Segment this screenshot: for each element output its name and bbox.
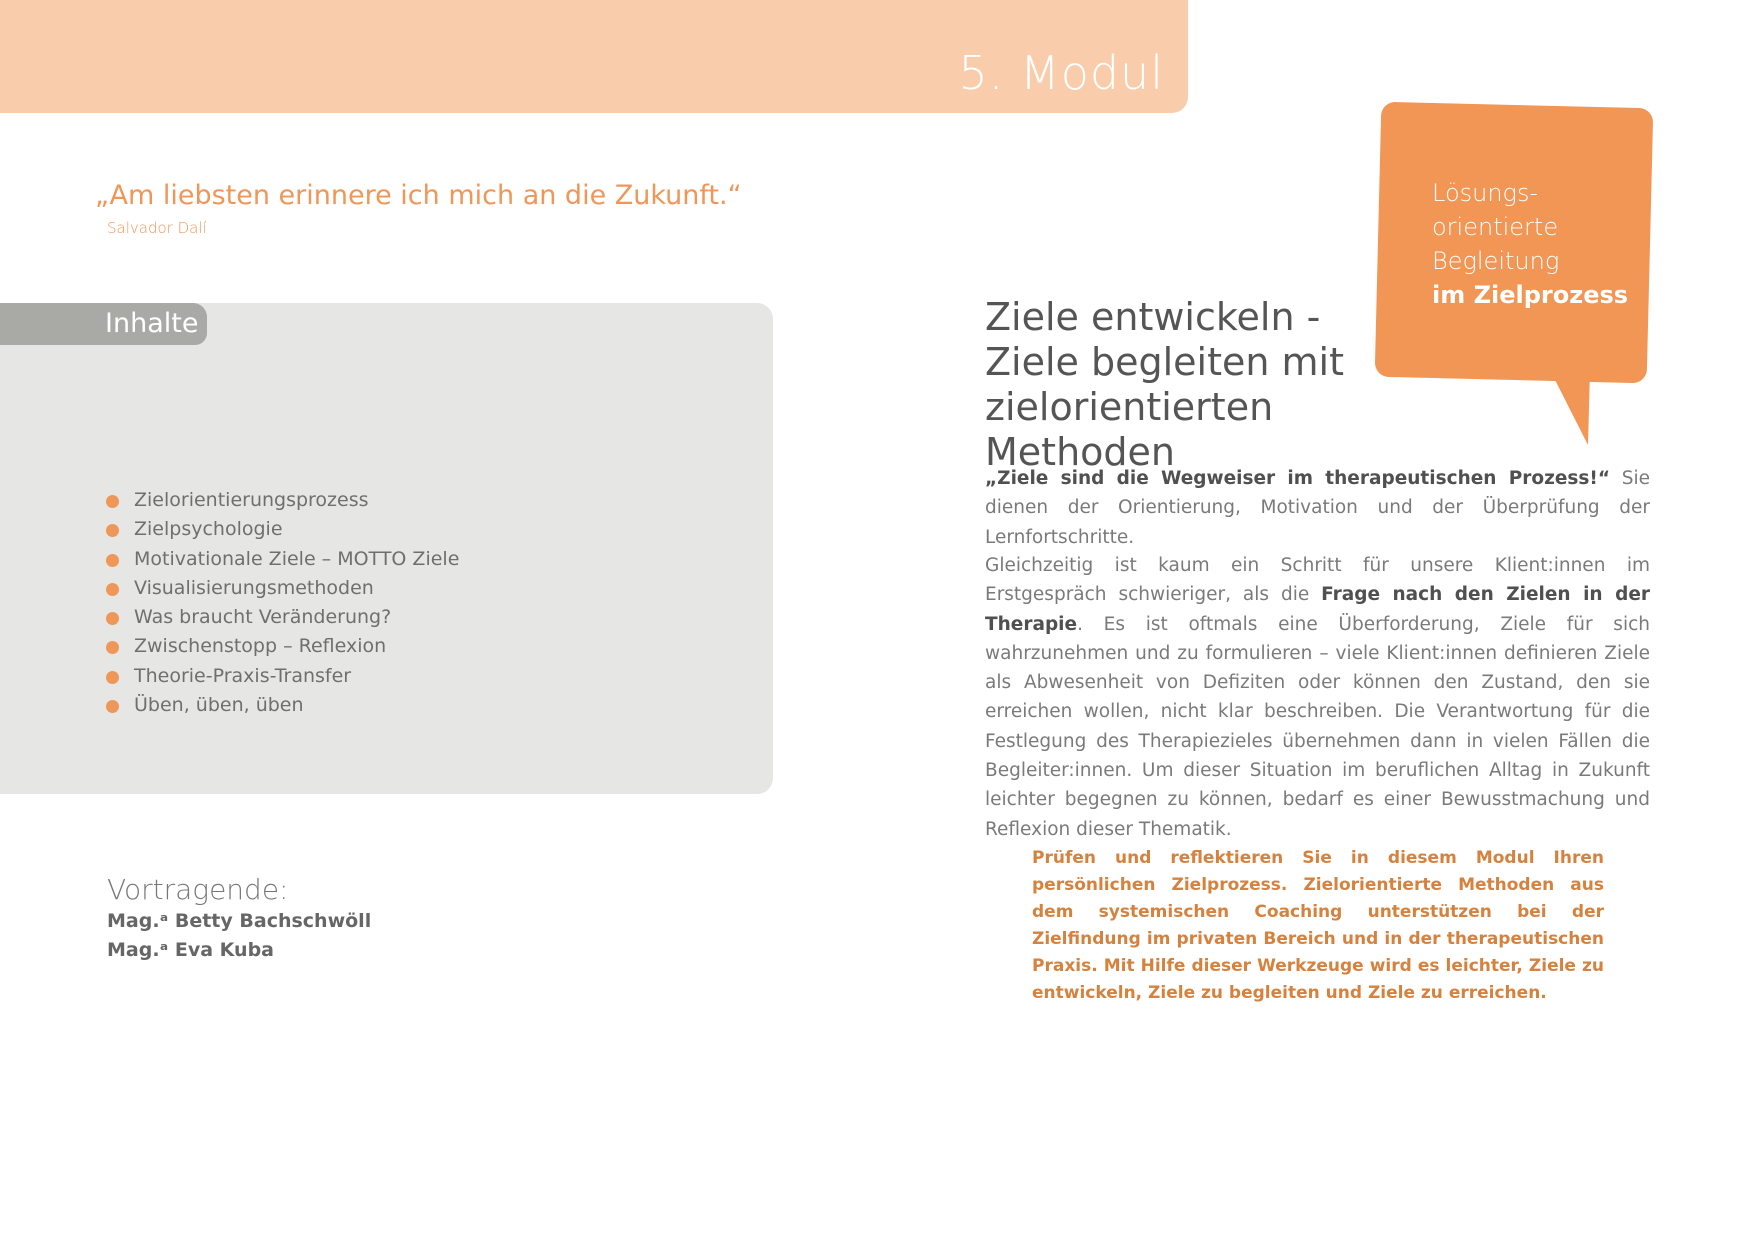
bubble-line: orientierte bbox=[1432, 213, 1559, 241]
list-item bbox=[106, 515, 459, 544]
module-title: 5. Modul bbox=[958, 46, 1164, 100]
headline bbox=[985, 295, 1445, 475]
body-part1: Gleichzeitig ist kaum ein Schritt für unsere Klient:innen im Erstgespräch schwieriger, als die bbox=[985, 555, 1650, 606]
headline-line: Ziele begleiten mit bbox=[985, 340, 1345, 384]
topics-list bbox=[106, 486, 459, 720]
bubble-line: Lösungs- bbox=[1432, 179, 1539, 207]
list-item bbox=[106, 486, 459, 515]
bullet-icon bbox=[106, 524, 119, 537]
speaker-name: Mag.ᵃ Betty Bachschwöll bbox=[107, 910, 372, 932]
quote-text: „Am liebsten erinnere ich mich an die Zukunft.“ bbox=[95, 180, 742, 211]
quote-author: Salvador Dalí bbox=[107, 219, 207, 237]
speech-bubble-tail bbox=[1550, 370, 1600, 445]
list-item bbox=[106, 662, 459, 691]
bullet-icon bbox=[106, 641, 119, 654]
topic-label: Was braucht Veränderung? bbox=[134, 606, 392, 629]
list-item bbox=[106, 632, 459, 661]
bullet-icon bbox=[106, 495, 119, 508]
topic-label: Zwischenstopp – Reflexion bbox=[134, 635, 387, 658]
speech-bubble-text bbox=[1432, 176, 1652, 312]
bullet-icon bbox=[106, 612, 119, 625]
topic-label: Visualisierungsmethoden bbox=[134, 576, 374, 599]
header-band bbox=[0, 0, 1188, 113]
body-bold: Frage nach den Zielen in der Therapie bbox=[985, 584, 1650, 635]
body-paragraph bbox=[985, 551, 1650, 844]
bullet-icon bbox=[106, 554, 119, 567]
list-item bbox=[106, 574, 459, 603]
headline-line: zielorientierten Methoden bbox=[985, 385, 1274, 474]
intro-rest: Sie dienen der Orientierung, Motivation und der Überprüfung der Lernfortschritte. bbox=[985, 468, 1650, 548]
highlight-paragraph: Prüfen und reflektieren Sie in diesem Modul Ihren persönlichen Zielprozess. Zielorientierte Methoden aus dem systemischen Coaching unterstützen bei der Zielfindung im privaten Bereich und in der therapeutischen Praxis. Mit Hilfe dieser Werkzeuge wird es leichter, Ziele zu entwickeln, Ziele zu begleiten und Ziele zu erreichen. bbox=[1032, 848, 1604, 1003]
intro-paragraph bbox=[985, 464, 1650, 552]
speakers-label: Vortragende: bbox=[107, 873, 289, 906]
topic-label: Motivationale Ziele – MOTTO Ziele bbox=[134, 547, 460, 570]
body-part2: . Es ist oftmals eine Überforderung, Ziele für sich wahrzunehmen und zu formulieren – viele Klient:innen definieren Ziele als Abwesenheit von Defiziten oder können den Zustand, den sie erreichen wollen, nicht klar beschreiben. Die Verantwortung für die Festlegung des Therapiezieles übernehmen dann in vielen Fällen die Begleiter:innen. Um dieser Situation im beruflichen Alltag in Zukunft leichter begegnen zu können, bedarf es einer Bewusstmachung und Reflexion dieser Thematik. bbox=[985, 613, 1650, 840]
bullet-icon bbox=[106, 700, 119, 713]
list-item bbox=[106, 603, 459, 632]
list-item bbox=[106, 691, 459, 720]
bubble-highlight: im Zielprozess bbox=[1432, 281, 1629, 309]
topic-label: Zielorientierungsprozess bbox=[134, 489, 369, 511]
bullet-icon bbox=[106, 671, 119, 684]
contents-tab-label: Inhalte bbox=[105, 308, 199, 339]
topic-label: Üben, üben, üben bbox=[134, 694, 304, 717]
intro-bold: „Ziele sind die Wegweiser im therapeutischen Prozess!“ bbox=[985, 468, 1611, 489]
headline-line: Ziele entwickeln - bbox=[985, 295, 1321, 339]
topic-label: Zielpsychologie bbox=[134, 518, 283, 541]
bubble-line: Begleitung bbox=[1432, 247, 1560, 275]
list-item bbox=[106, 545, 459, 574]
speaker-name: Mag.ᵃ Eva Kuba bbox=[107, 939, 274, 961]
contents-tab bbox=[0, 303, 207, 345]
bullet-icon bbox=[106, 583, 119, 596]
topic-label: Theorie-Praxis-Transfer bbox=[134, 664, 352, 687]
